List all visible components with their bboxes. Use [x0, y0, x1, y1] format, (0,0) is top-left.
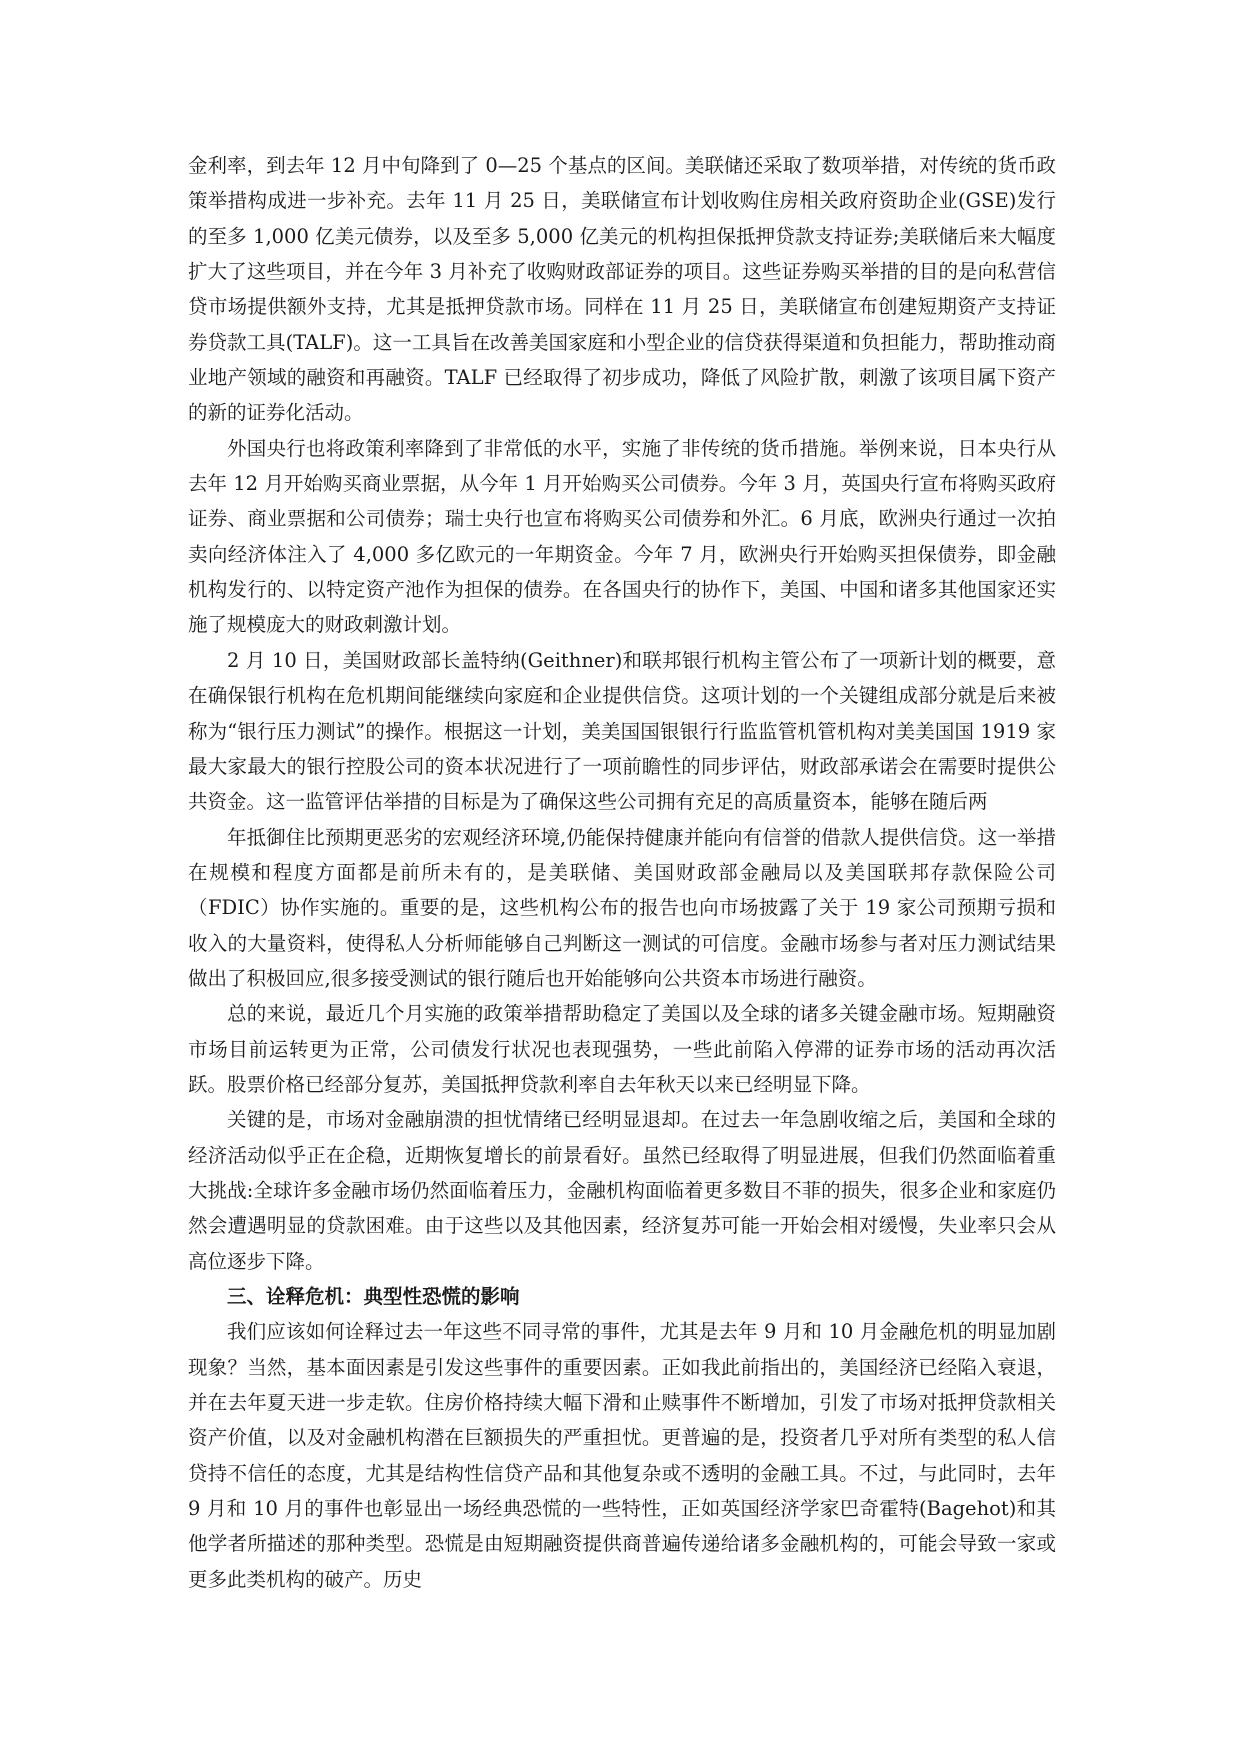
paragraph-3: 2 月 10 日，美国财政部长盖特纳(Geithner)和联邦银行机构主管公布了一项新计划的概要，意在确保银行机构在危机期间能继续向家庭和企业提供信贷。这项计划的一个关键组成部分就是后来被称为“银行压力测试”的操作。根据这一计划，美美国国银银行行监监管机管机构对美美国国 1919 家最大家最大的银行控股公司的资本状况进行了一项前瞻性的同步评估，财政部承诺会在需要时提供公共资金。这一监管评估举措的目标是为了确保这些公司拥有充足的高质量资本，能够在随后两 [188, 648, 1056, 814]
paragraph-final: 我们应该如何诠释过去一年这些不同寻常的事件，尤其是去年 9 月和 10 月金融危机的明显加剧现象？当然，基本面因素是引发这些事件的重要因素。正如我此前指出的，美国经济已经陷入衰退，并在去年夏天进一步走软。住房价格持续大幅下滑和止赎事件不断增加，引发了市场对抵押贷款相关资产价值，以及对金融机构潜在巨额损失的严重担忧。更普遍的是，投资者几乎对所有类型的私人信贷持不信任的态度，尤其是结构性信贷产品和其他复杂或不透明的金融工具。不过，与此同时，去年 9 月和 10 月的事件也彰显出一场经典恐慌的一些特性，正如英国经济学家巴奇霍特(Bagehot)和其他学者所描述的那种类型。恐慌是由短期融资提供商普遍传递给诸多金融机构的，可能会导致一家或更多此类机构的破产。历史 [188, 1320, 1056, 1591]
paragraph-5: 总的来说，最近几个月实施的政策举措帮助稳定了美国以及全球的诸多关键金融市场。短期融资市场目前运转更为正常，公司债发行状况也表现强势，一些此前陷入停滞的证券市场的活动再次活跃。股票价格已经部分复苏，美国抵押贷款利率自去年秋天以来已经明显下降。 [188, 1002, 1056, 1096]
section-heading: 三、诠释危机：典型性恐慌的影响 [227, 1285, 520, 1308]
paragraph-2: 外国央行也将政策利率降到了非常低的水平，实施了非传统的货币措施。举例来说，日本央行从去年 12 月开始购买商业票据，从今年 1 月开始购买公司债券。今年 3 月，英国央行宣布将购买政府证券、商业票据和公司债券；瑞士央行也宣布将购买公司债券和外汇。6 月底，欧洲央行通过一次拍卖向经济体注入了 4,000 多亿欧元的一年期资金。今年 7 月，欧洲央行开始购买担保债券，即金融机构发行的、以特定资产池作为担保的债券。在各国央行的协作下，美国、中国和诸多其他国家还实施了规模庞大的财政刺激计划。 [188, 436, 1056, 637]
body-text [188, 148, 1056, 1597]
paragraph-4: 年抵御住比预期更恶劣的宏观经济环境,仍能保持健康并能向有信誉的借款人提供信贷。这一举措在规模和程度方面都是前所未有的，是美联储、美国财政部金融局以及美国联邦存款保险公司（FDIC）协作实施的。重要的是，这些机构公布的报告也向市场披露了关于 19 家公司预期亏损和收入的大量资料，使得私人分析师能够自己判断这一测试的可信度。金融市场参与者对压力测试结果做出了积极回应,很多接受测试的银行随后也开始能够向公共资本市场进行融资。 [188, 825, 1056, 990]
paragraph-1: 金利率，到去年 12 月中旬降到了 0—25 个基点的区间。美联储还采取了数项举措，对传统的货币政策举措构成进一步补充。去年 11 月 25 日，美联储宣布计划收购住房相关政府资助企业(GSE)发行的至多 1,000 亿美元债券，以及至多 5,000 亿美元的机构担保抵押贷款支持证券;美联储后来大幅度扩大了这些项目，并在今年 3 月补充了收购财政部证券的项目。这些证券购买举措的目的是向私营信贷市场提供额外支持，尤其是抵押贷款市场。同样在 11 月 25 日，美联储宣布创建短期资产支持证券贷款工具(TALF)。这一工具旨在改善美国家庭和小型企业的信贷获得渠道和负担能力，帮助推动商业地产领域的融资和再融资。TALF 已经取得了初步成功，降低了风险扩散，刺激了该项目属下资产的新的证券化活动。 [188, 154, 1056, 425]
paragraph-6: 关键的是，市场对金融崩溃的担忧情绪已经明显退却。在过去一年急剧收缩之后，美国和全球的经济活动似乎正在企稳，近期恢复增长的前景看好。虽然已经取得了明显进展，但我们仍然面临着重大挑战:全球许多金融市场仍然面临着压力，金融机构面临着更多数目不菲的损失，很多企业和家庭仍然会遭遇明显的贷款困难。由于这些以及其他因素，经济复苏可能一开始会相对缓慢，失业率只会从高位逐步下降。 [188, 1108, 1056, 1273]
